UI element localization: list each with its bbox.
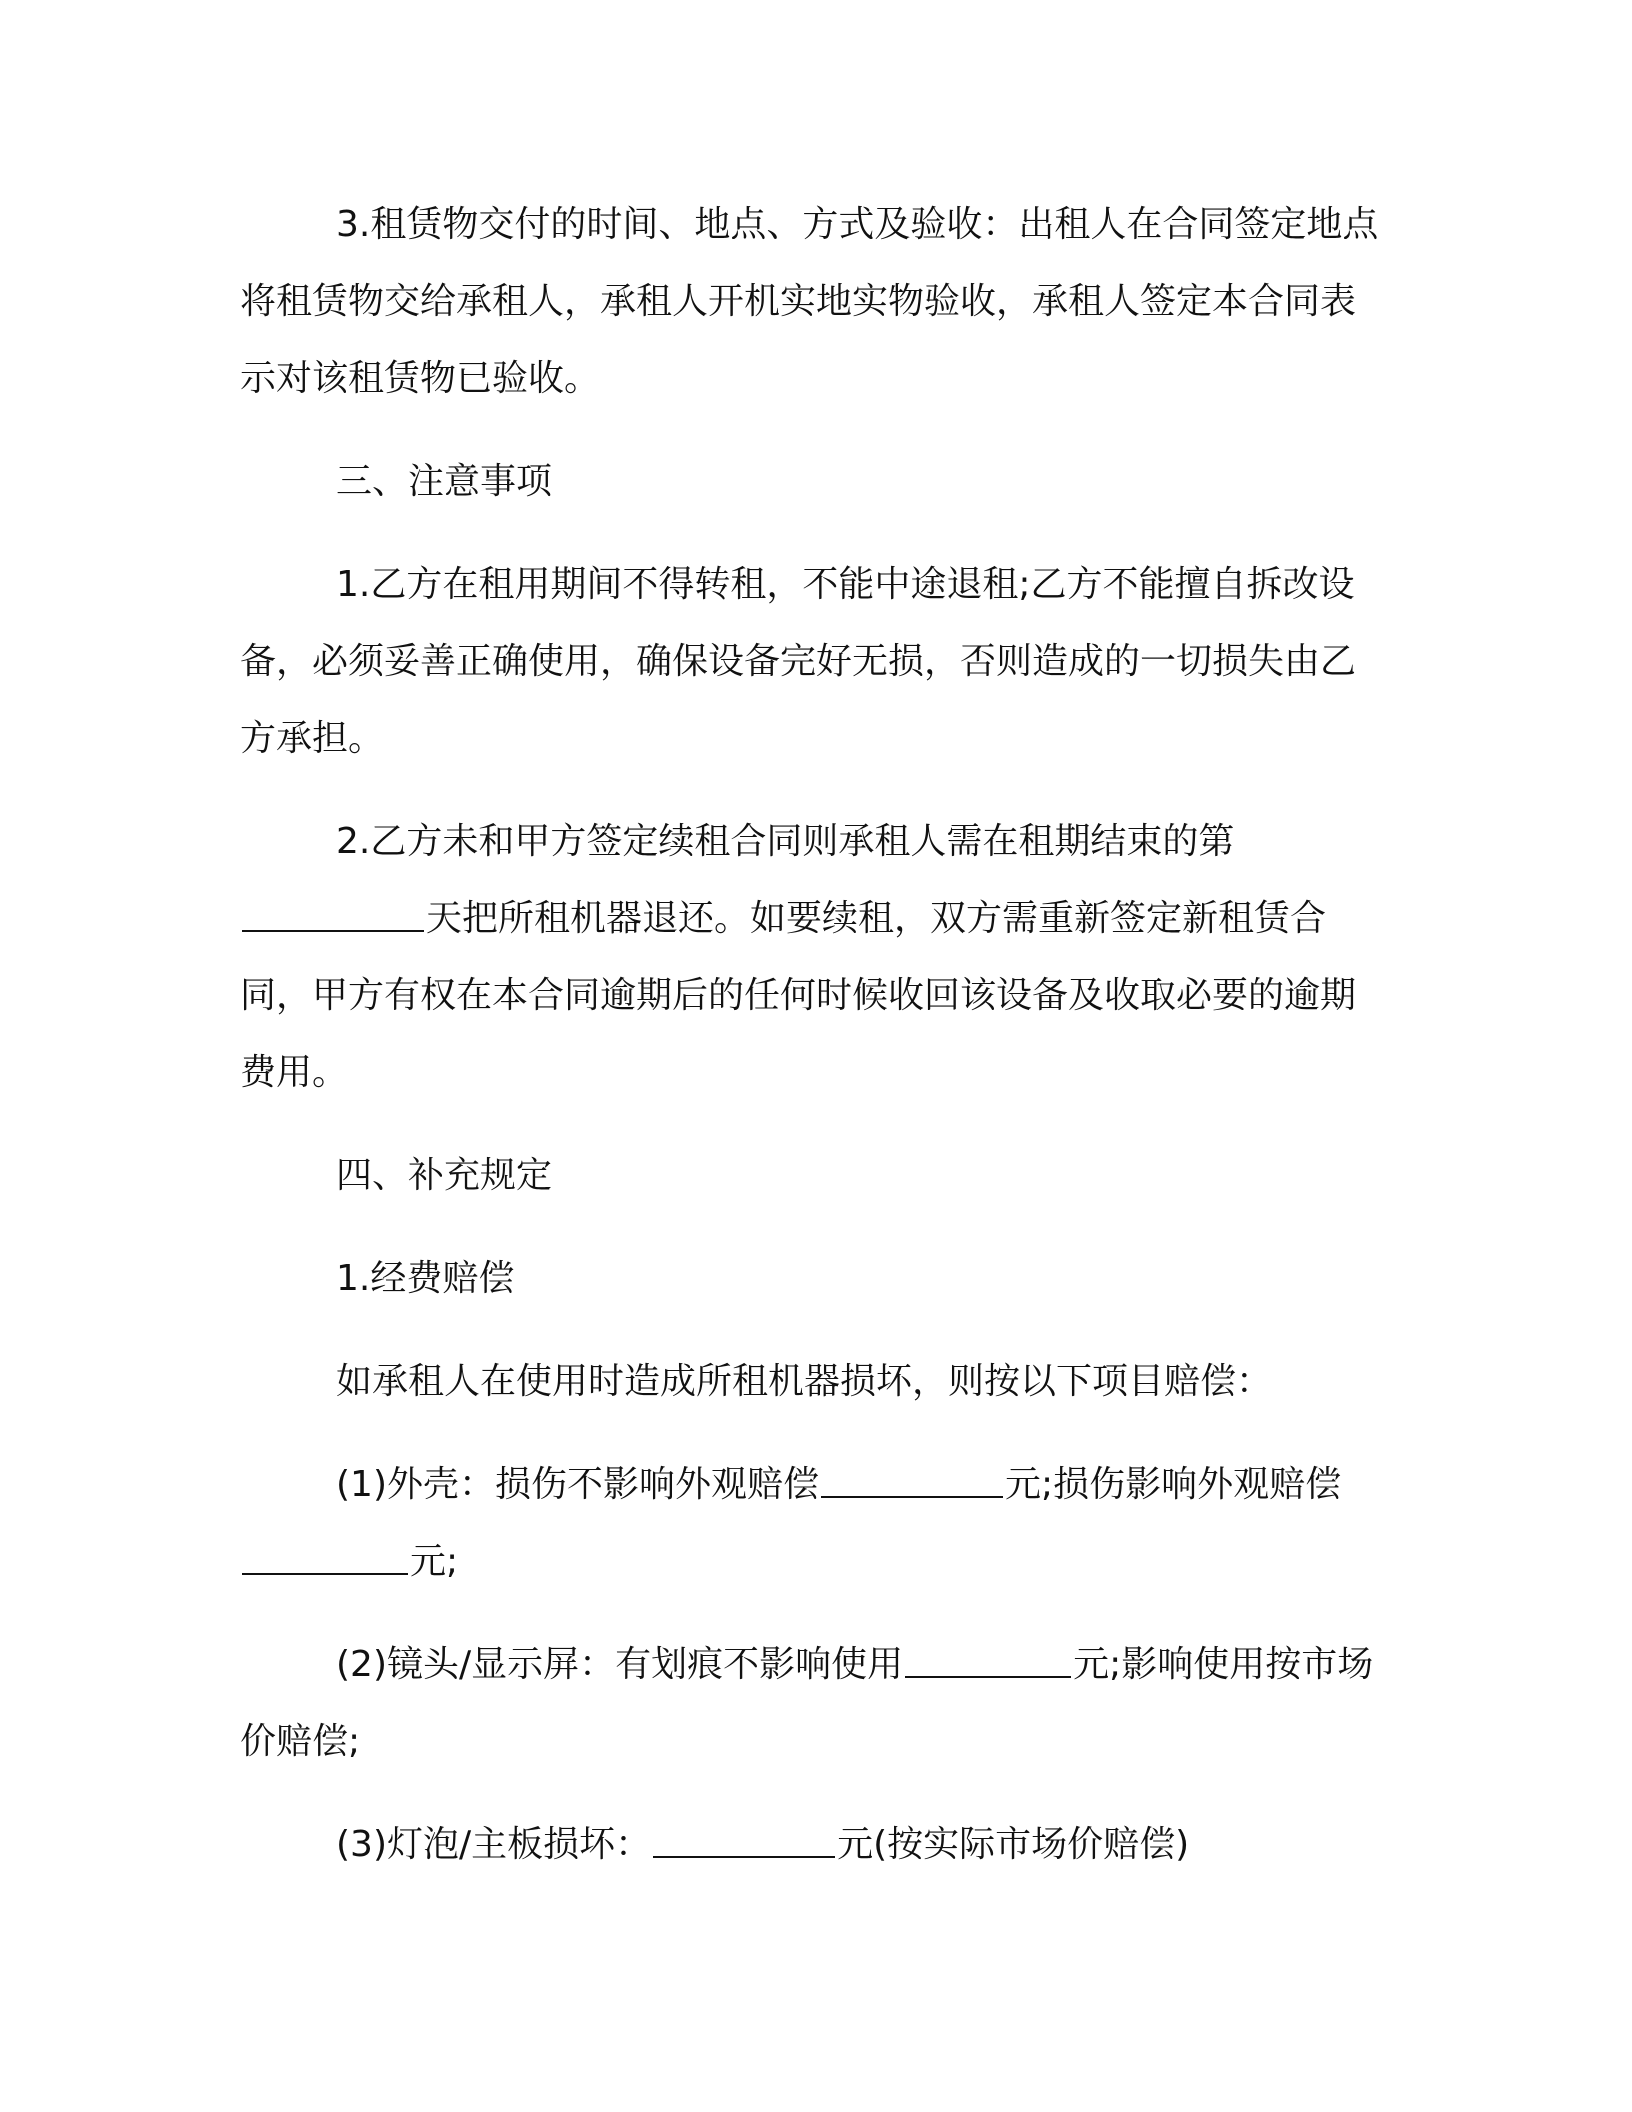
item-1-text-a: (1)外壳：损伤不影响外观赔偿 (336, 1464, 819, 1505)
subsection-1 (240, 1240, 1390, 1317)
compensation-item-3 (240, 1806, 1390, 1883)
document-body (240, 186, 1390, 1909)
item-1-text-c: 元; (410, 1541, 459, 1582)
section-heading-3 (240, 443, 1390, 520)
compensation-item-1 (240, 1446, 1390, 1600)
compensation-item-2 (240, 1626, 1390, 1780)
section-heading-3-text: 三、注意事项 (336, 461, 553, 502)
item-2-text-a: (2)镜头/显示屏：有划痕不影响使用 (336, 1644, 904, 1685)
fill-blank-shell-minor[interactable] (821, 1466, 1003, 1498)
notice-2 (240, 803, 1390, 1111)
fill-blank-bulb[interactable] (653, 1826, 835, 1858)
notice-1-text: 1.乙方在租用期间不得转租，不能中途退租;乙方不能擅自拆改设备，必须妥善正确使用，确保设备完好无损，否则造成的一切损失由乙方承担。 (240, 564, 1357, 759)
compensation-intro (240, 1343, 1390, 1420)
notice-2-text-b: 天把所租机器退还。如要续租，双方需重新签定新租赁合同，甲方有权在本合同逾期后的任何时候收回该设备及收取必要的逾期费用。 (240, 898, 1357, 1093)
item-3-text-b: 元(按实际市场价赔偿) (837, 1824, 1190, 1865)
section-heading-4 (240, 1137, 1390, 1214)
subsection-1-text: 1.经费赔偿 (336, 1258, 515, 1299)
item-2-text-b: 元;影响使用按市场价赔偿; (240, 1644, 1374, 1762)
notice-2-text-a: 2.乙方未和甲方签定续租合同则承租人需在租期结束的第 (336, 821, 1235, 862)
item-3-text-a: (3)灯泡/主板损坏： (336, 1824, 652, 1865)
fill-blank-shell-major[interactable] (242, 1543, 408, 1575)
compensation-intro-text: 如承租人在使用时造成所租机器损坏，则按以下项目赔偿： (336, 1361, 1273, 1402)
notice-1 (240, 546, 1390, 777)
section-heading-4-text: 四、补充规定 (336, 1155, 553, 1196)
fill-blank-lens[interactable] (905, 1646, 1071, 1678)
fill-blank-days[interactable] (242, 900, 424, 932)
clause-3-text: 3.租赁物交付的时间、地点、方式及验收：出租人在合同签定地点将租赁物交给承租人，承租人开机实地实物验收，承租人签定本合同表示对该租赁物已验收。 (240, 204, 1379, 399)
item-1-text-b: 元;损伤影响外观赔偿 (1005, 1464, 1342, 1505)
clause-3-delivery (240, 186, 1390, 417)
